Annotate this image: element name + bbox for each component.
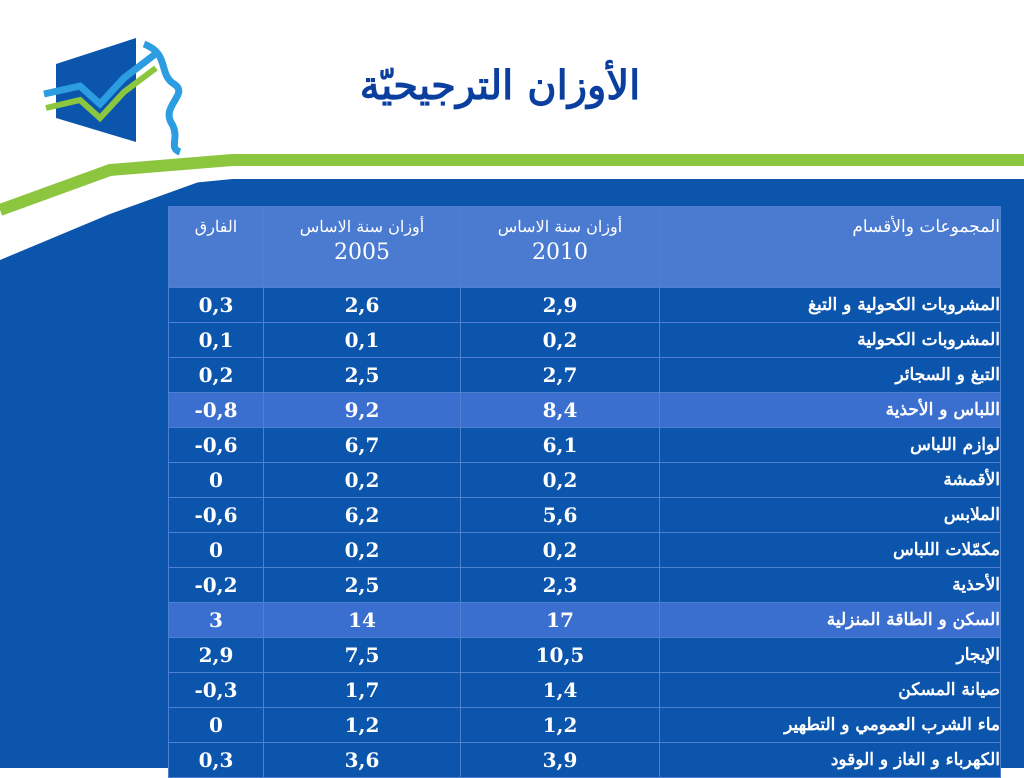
row-weight-2010-value: 0,2	[542, 538, 578, 562]
page-title: الأوزان الترجيحيّة	[359, 62, 641, 109]
row-weight-2010-value: 5,6	[542, 503, 578, 527]
row-category-value: اللباس و الأحذية	[885, 400, 1000, 420]
row-weight-2010	[461, 323, 660, 358]
row-category-value: المشروبات الكحولية و التبغ	[807, 295, 1000, 315]
row-category-value: التبغ و السجائر	[895, 365, 1000, 385]
row-category	[660, 358, 1001, 393]
header-2010-year: 2010	[532, 240, 588, 265]
table-row	[169, 638, 1001, 673]
row-weight-2005-value: 2,6	[344, 293, 380, 317]
row-weight-2010	[461, 358, 660, 393]
row-difference	[169, 428, 264, 463]
logo-icon	[40, 34, 200, 156]
row-difference-value: 0,1	[198, 328, 234, 352]
row-category	[660, 533, 1001, 568]
row-category-value: المشروبات الكحولية	[857, 330, 1000, 350]
row-category	[660, 638, 1001, 673]
row-difference-value: -0,2	[194, 573, 238, 597]
row-difference	[169, 708, 264, 743]
table-row	[169, 463, 1001, 498]
header-weights-2005	[264, 207, 461, 288]
row-category	[660, 673, 1001, 708]
row-category-value: الكهرباء و الغاز و الوقود	[830, 750, 1000, 770]
row-difference-value: -0,8	[194, 398, 238, 422]
row-weight-2010	[461, 533, 660, 568]
row-category-value: الملابس	[943, 505, 1000, 525]
row-weight-2005-value: 14	[348, 608, 376, 632]
row-weight-2005	[264, 568, 461, 603]
table-row	[169, 393, 1001, 428]
row-weight-2005-value: 3,6	[344, 748, 380, 772]
row-weight-2005	[264, 428, 461, 463]
row-difference	[169, 568, 264, 603]
row-category	[660, 498, 1001, 533]
header-weights-2010	[461, 207, 660, 288]
row-weight-2005-value: 0,1	[344, 328, 380, 352]
table-row	[169, 323, 1001, 358]
row-difference-value: 0	[209, 713, 223, 737]
row-weight-2005-value: 6,2	[344, 503, 380, 527]
row-weight-2005	[264, 673, 461, 708]
row-category-value: لوازم اللباس	[910, 435, 1000, 455]
row-category-value: السكن و الطاقة المنزلية	[826, 610, 1000, 630]
row-category-value: صيانة المسكن	[898, 680, 1000, 700]
header-2010-label: أوزان سنة الاساس	[497, 217, 623, 236]
row-weight-2005-value: 0,2	[344, 468, 380, 492]
header-category	[660, 207, 1001, 288]
row-weight-2005	[264, 393, 461, 428]
row-difference-value: 3	[209, 608, 223, 632]
table-row	[169, 498, 1001, 533]
row-difference-value: 0,3	[198, 293, 234, 317]
table-row	[169, 568, 1001, 603]
row-difference	[169, 498, 264, 533]
row-difference	[169, 323, 264, 358]
row-weight-2005-value: 2,5	[344, 363, 380, 387]
row-difference-value: -0,6	[194, 503, 238, 527]
row-difference	[169, 638, 264, 673]
row-weight-2005-value: 6,7	[344, 433, 380, 457]
row-weight-2005-value: 0,2	[344, 538, 380, 562]
row-weight-2005	[264, 463, 461, 498]
table-row	[169, 288, 1001, 323]
row-weight-2010-value: 1,4	[542, 678, 578, 702]
row-difference-value: -0,6	[194, 433, 238, 457]
table-row	[169, 673, 1001, 708]
row-weight-2010	[461, 708, 660, 743]
row-weight-2010-value: 0,2	[542, 328, 578, 352]
row-weight-2010	[461, 568, 660, 603]
row-difference	[169, 533, 264, 568]
row-weight-2010	[461, 603, 660, 638]
row-weight-2010	[461, 498, 660, 533]
header-difference-label: الفارق	[194, 217, 238, 236]
table-row	[169, 533, 1001, 568]
row-difference	[169, 743, 264, 778]
row-category-value: مكمّلات اللباس	[893, 540, 1000, 560]
row-weight-2005	[264, 743, 461, 778]
row-category	[660, 323, 1001, 358]
row-weight-2010-value: 2,9	[542, 293, 578, 317]
row-category-value: ماء الشرب العمومي و التطهير	[784, 715, 1000, 735]
table-header-row	[169, 207, 1001, 288]
row-difference-value: 0,3	[198, 748, 234, 772]
row-difference	[169, 673, 264, 708]
table-row	[169, 708, 1001, 743]
row-weight-2010-value: 1,2	[542, 713, 578, 737]
row-difference-value: 2,9	[198, 643, 234, 667]
row-weight-2010-value: 2,3	[542, 573, 578, 597]
row-weight-2010	[461, 743, 660, 778]
weights-table	[168, 206, 1001, 778]
row-weight-2010	[461, 463, 660, 498]
table-row	[169, 358, 1001, 393]
row-difference-value: 0,2	[198, 363, 234, 387]
row-category-value: الأحذية	[952, 575, 1000, 595]
row-weight-2005	[264, 603, 461, 638]
row-weight-2010	[461, 673, 660, 708]
row-category-value: الأقمشة	[943, 470, 1000, 490]
row-weight-2005	[264, 358, 461, 393]
header-category-label: المجموعات والأقسام	[852, 217, 1000, 237]
header-2005-year: 2005	[334, 240, 390, 265]
row-weight-2010-value: 10,5	[535, 643, 585, 667]
header-difference	[169, 207, 264, 288]
row-weight-2005-value: 2,5	[344, 573, 380, 597]
row-category-value: الإيجار	[956, 645, 1000, 665]
row-weight-2005	[264, 533, 461, 568]
row-category	[660, 393, 1001, 428]
row-weight-2005	[264, 498, 461, 533]
row-difference	[169, 288, 264, 323]
row-difference	[169, 603, 264, 638]
row-weight-2010	[461, 288, 660, 323]
row-weight-2010-value: 0,2	[542, 468, 578, 492]
row-weight-2010	[461, 638, 660, 673]
row-weight-2010	[461, 393, 660, 428]
table-row	[169, 603, 1001, 638]
row-weight-2010-value: 8,4	[542, 398, 578, 422]
header-2005-label: أوزان سنة الاساس	[299, 217, 425, 236]
row-difference-value: 0	[209, 538, 223, 562]
row-category	[660, 428, 1001, 463]
row-weight-2005	[264, 708, 461, 743]
row-category	[660, 708, 1001, 743]
row-category	[660, 463, 1001, 498]
row-difference-value: -0,3	[194, 678, 238, 702]
row-weight-2005	[264, 288, 461, 323]
table-row	[169, 428, 1001, 463]
row-weight-2005-value: 9,2	[344, 398, 380, 422]
row-weight-2010	[461, 428, 660, 463]
row-weight-2010-value: 6,1	[542, 433, 578, 457]
table-row	[169, 743, 1001, 778]
row-weight-2010-value: 17	[546, 608, 574, 632]
row-difference	[169, 463, 264, 498]
row-weight-2005	[264, 323, 461, 358]
row-category	[660, 288, 1001, 323]
row-difference	[169, 358, 264, 393]
row-difference-value: 0	[209, 468, 223, 492]
row-weight-2010-value: 2,7	[542, 363, 578, 387]
row-weight-2005	[264, 638, 461, 673]
row-weight-2005-value: 1,2	[344, 713, 380, 737]
row-category	[660, 603, 1001, 638]
row-weight-2005-value: 1,7	[344, 678, 380, 702]
row-category	[660, 568, 1001, 603]
row-difference	[169, 393, 264, 428]
row-weight-2010-value: 3,9	[542, 748, 578, 772]
row-category	[660, 743, 1001, 778]
row-weight-2005-value: 7,5	[344, 643, 380, 667]
